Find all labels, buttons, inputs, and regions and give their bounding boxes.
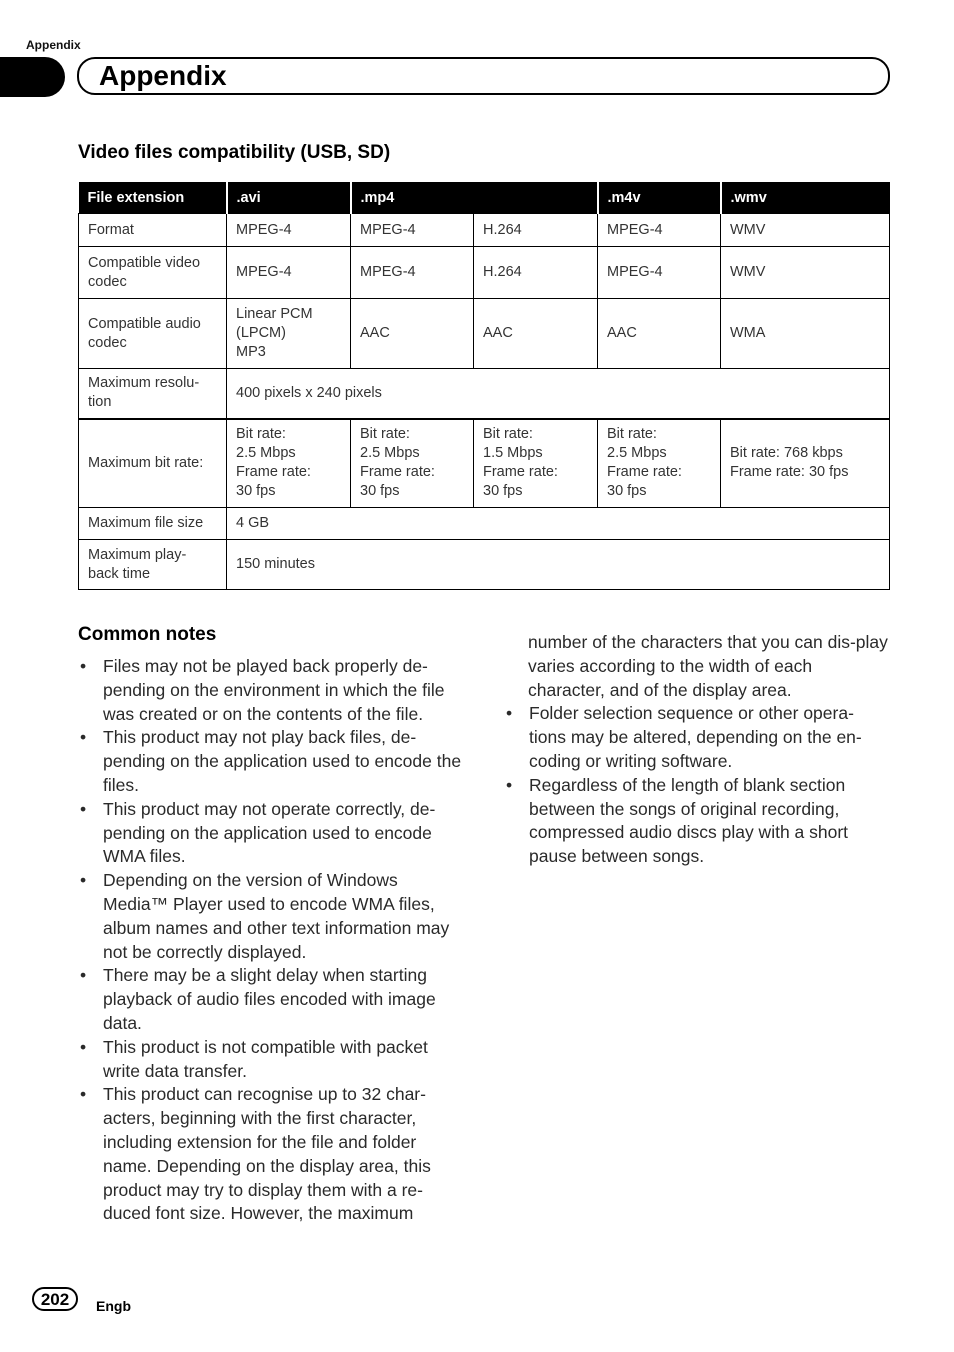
table-header-row (79, 182, 890, 214)
note-text: There may be a slight delay when starting playback of audio files encoded with image data. (103, 965, 436, 1033)
table-cell: MPEG-4 (227, 214, 351, 247)
list-item (78, 1036, 466, 1084)
bullet-icon: • (80, 656, 87, 676)
section-tab-marker (0, 57, 65, 97)
bullet-icon: • (80, 1084, 87, 1105)
header-avi: .avi (227, 182, 351, 214)
table-row-bitrate (79, 419, 890, 508)
table-cell: MPEG-4 (351, 214, 474, 247)
row-label: Compatible audio codec (79, 299, 227, 369)
table-cell: H.264 (474, 247, 598, 299)
note-text: This product may not play back files, de-pending on the application used to encode the files. (103, 727, 462, 795)
list-item (504, 702, 890, 773)
bullet-icon: • (506, 703, 513, 724)
list-item (504, 774, 890, 869)
list-item (78, 964, 466, 1035)
table-cell: WMV (721, 214, 890, 247)
table-row-audio-codec (79, 299, 890, 369)
row-label: Format (79, 214, 227, 247)
list-item (78, 726, 466, 797)
table-cell: 4 GB (227, 508, 890, 540)
table-cell: Bit rate: 2.5 Mbps Frame rate: 30 fps (598, 419, 721, 508)
video-compatibility-table (78, 182, 890, 590)
note-text: This product can recognise up to 32 char-acters, beginning with the first character, including extension for the file and folder name. Depending on the display area, this product may try to display them with a re-duced font size. However, the maximum (103, 1084, 431, 1224)
header-file-extension: File extension (79, 182, 227, 214)
list-item (78, 798, 466, 869)
running-head: Appendix (26, 38, 81, 52)
table-cell: MPEG-4 (351, 247, 474, 299)
language-code: Engb (96, 1298, 131, 1314)
notes-column-right (504, 631, 890, 869)
table-row-video-codec (79, 247, 890, 299)
note-text: Depending on the version of Windows Media™ Player used to encode WMA files, album names and other text information may not be correctly displayed. (103, 870, 450, 962)
section-title: Video files compatibility (USB, SD) (78, 142, 391, 163)
bullet-icon: • (506, 774, 513, 795)
title-bar (77, 57, 890, 95)
table-cell: H.264 (474, 214, 598, 247)
list-item (78, 869, 466, 964)
table-cell: WMA (721, 299, 890, 369)
table-cell: WMV (721, 247, 890, 299)
table-row-format (79, 214, 890, 247)
row-label: Maximum play- back time (79, 540, 227, 590)
header-wmv: .wmv (721, 182, 890, 214)
page-title: Appendix (99, 60, 227, 91)
notes-list (504, 702, 890, 869)
row-label: Maximum file size (79, 508, 227, 540)
table-row-resolution (79, 369, 890, 419)
note-text: This product may not operate correctly, de-pending on the application used to encode WMA files. (103, 798, 436, 867)
note-text: This product is not compatible with packet write data transfer. (103, 1036, 428, 1081)
table-cell: MPEG-4 (227, 247, 351, 299)
list-item (78, 655, 466, 726)
bullet-icon: • (80, 1036, 87, 1057)
bullet-icon: • (80, 965, 87, 986)
table-cell: Bit rate: 768 kbps Frame rate: 30 fps (721, 419, 890, 508)
row-label: Maximum resolu- tion (79, 369, 227, 419)
table-cell: Bit rate: 2.5 Mbps Frame rate: 30 fps (351, 419, 474, 508)
table-cell: Bit rate: 2.5 Mbps Frame rate: 30 fps (227, 419, 351, 508)
table-cell: MPEG-4 (598, 214, 721, 247)
table-cell: AAC (474, 299, 598, 369)
table-cell: AAC (351, 299, 474, 369)
note-text: Folder selection sequence or other opera-tions may be altered, depending on the en-coding or writing software. (529, 703, 862, 771)
row-label: Maximum bit rate: (79, 419, 227, 508)
bullet-icon: • (80, 727, 87, 748)
table-cell: 400 pixels x 240 pixels (227, 369, 890, 419)
header-mp4: .mp4 (351, 182, 598, 214)
note-text: Files may not be played back properly de-pending on the environment in which the file was created or on the contents of the file. (103, 656, 445, 724)
table-row-playback (79, 540, 890, 590)
table-cell: Bit rate: 1.5 Mbps Frame rate: 30 fps (474, 419, 598, 508)
table-cell: Linear PCM (LPCM) MP3 (227, 299, 351, 369)
note-text: Regardless of the length of blank section between the songs of original recording, compressed audio discs play with a short pause between songs. (529, 774, 849, 867)
table-cell: AAC (598, 299, 721, 369)
bullet-icon: • (80, 798, 87, 819)
row-label: Compatible video codec (79, 247, 227, 299)
bullet-icon: • (80, 870, 87, 891)
notes-list (78, 655, 466, 1226)
table-cell: 150 minutes (227, 540, 890, 590)
table-cell: MPEG-4 (598, 247, 721, 299)
notes-column-left (78, 655, 466, 1226)
header-m4v: .m4v (598, 182, 721, 214)
table-row-file-size (79, 508, 890, 540)
page-number-badge: 202 (32, 1287, 78, 1311)
note-continuation: number of the characters that you can dis-play varies according to the width of each character, and of the display area. (528, 632, 888, 700)
list-item (78, 1083, 466, 1226)
notes-heading: Common notes (78, 624, 217, 645)
